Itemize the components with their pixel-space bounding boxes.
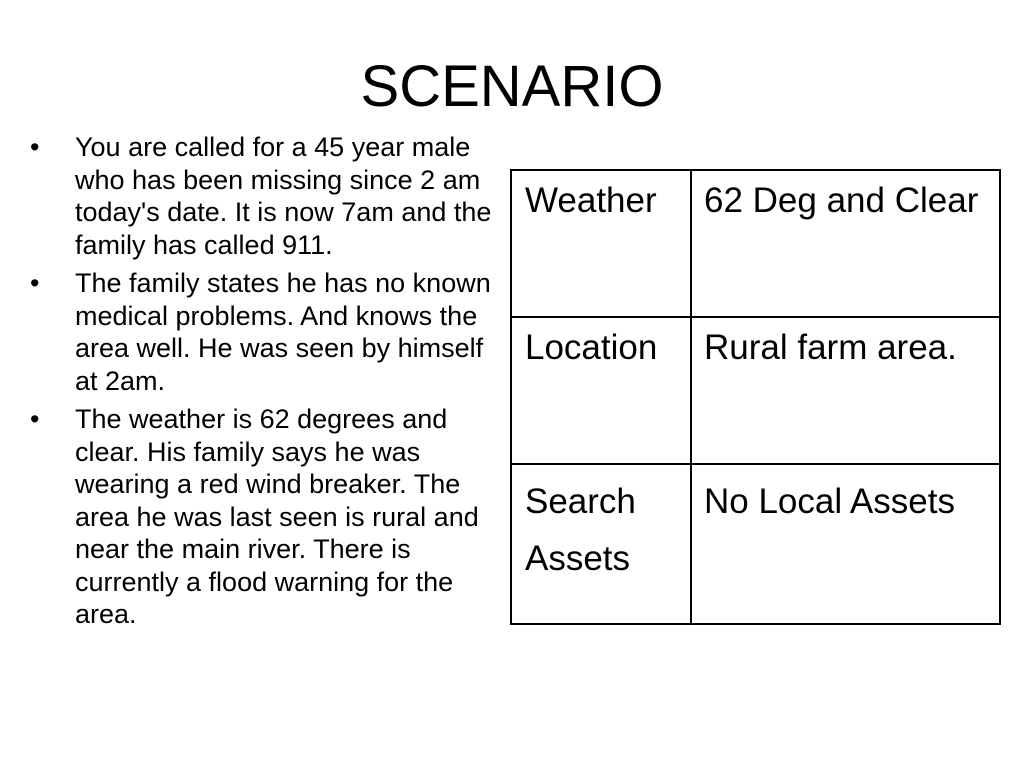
table-cell-label: Search Assets xyxy=(511,464,691,624)
table-cell-value: Rural farm area. xyxy=(691,317,1000,464)
scenario-table xyxy=(510,169,1001,625)
bullet-item xyxy=(30,131,500,261)
bullet-list xyxy=(30,131,500,637)
bullet-text: The family states he has no known medical problems. And knows the area well. He was seen by himself at 2am. xyxy=(75,268,491,396)
table-cell-value: No Local Assets xyxy=(691,464,1000,624)
bullet-icon: • xyxy=(30,132,40,162)
bullet-item xyxy=(30,267,500,397)
bullet-item xyxy=(30,403,500,631)
table-cell-label: Weather xyxy=(511,170,691,317)
bullet-icon: • xyxy=(30,268,40,298)
bullet-icon: • xyxy=(30,404,40,434)
table-row xyxy=(511,317,1000,464)
slide-title: SCENARIO xyxy=(360,54,664,119)
table-cell-value: 62 Deg and Clear xyxy=(691,170,1000,317)
table-cell-label: Location xyxy=(511,317,691,464)
table-row xyxy=(511,170,1000,317)
bullet-text: The weather is 62 degrees and clear. His family says he was wearing a red wind breaker. The area he was last seen is rural and near the main river. There is currently a flood warning for the area. xyxy=(75,404,479,629)
table-row xyxy=(511,464,1000,624)
bullet-text: You are called for a 45 year male who has been missing since 2 am today's date. It is now 7am and the family has called 911. xyxy=(75,132,492,260)
